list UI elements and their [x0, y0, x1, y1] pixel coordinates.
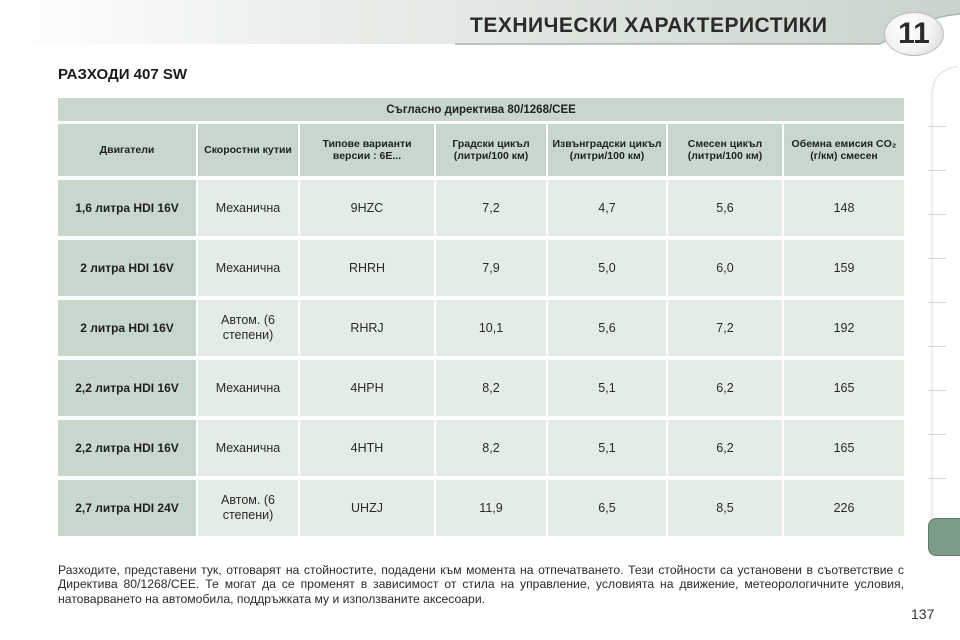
cell-variant: 4HTH	[300, 420, 436, 480]
table-row	[58, 360, 904, 420]
table-row	[58, 420, 904, 480]
cell-combined: 5,6	[668, 180, 784, 240]
cell-engine: 1,6 литра HDI 16V	[58, 180, 198, 240]
column-header-variant: Типове варианти версии : 6E...	[300, 124, 436, 180]
cell-engine: 2 литра HDI 16V	[58, 300, 198, 360]
table-row	[58, 480, 904, 540]
consumption-table	[58, 98, 904, 540]
cell-combined: 6,2	[668, 420, 784, 480]
chapter-title: ТЕХНИЧЕСКИ ХАРАКТЕРИСТИКИ	[470, 14, 828, 37]
side-tab-divider	[928, 478, 946, 479]
cell-urban: 8,2	[436, 420, 548, 480]
chapter-badge	[884, 12, 944, 56]
cell-co2: 192	[784, 300, 904, 360]
cell-extra-urban: 5,0	[548, 240, 668, 300]
table-row	[58, 240, 904, 300]
data-table	[58, 124, 904, 540]
column-header-combined: Смесен цикъл (литри/100 км)	[668, 124, 784, 180]
chapter-tab-active[interactable]	[928, 518, 960, 556]
cell-urban: 7,9	[436, 240, 548, 300]
side-tab-divider	[928, 346, 946, 347]
cell-co2: 226	[784, 480, 904, 540]
column-header-co2: Обемна емисия CO₂ (г/км) смесен	[784, 124, 904, 180]
cell-extra-urban: 6,5	[548, 480, 668, 540]
cell-extra-urban: 5,6	[548, 300, 668, 360]
cell-co2: 165	[784, 420, 904, 480]
cell-gearbox: Механична	[198, 240, 300, 300]
cell-co2: 165	[784, 360, 904, 420]
side-tab-divider	[928, 390, 946, 391]
cell-extra-urban: 5,1	[548, 420, 668, 480]
cell-extra-urban: 4,7	[548, 180, 668, 240]
cell-combined: 6,2	[668, 360, 784, 420]
side-tab-divider	[928, 302, 946, 303]
cell-gearbox: Механична	[198, 180, 300, 240]
table-header-row	[58, 124, 904, 180]
side-tab-strip	[928, 66, 960, 536]
column-header-urban: Градски цикъл (литри/100 км)	[436, 124, 548, 180]
column-header-engine: Двигатели	[58, 124, 198, 180]
cell-engine: 2 литра HDI 16V	[58, 240, 198, 300]
side-tab-divider	[928, 214, 946, 215]
cell-variant: RHRH	[300, 240, 436, 300]
cell-extra-urban: 5,1	[548, 360, 668, 420]
cell-combined: 8,5	[668, 480, 784, 540]
footnote-text: Разходите, представени тук, отговарят на стойностите, подадени към момента на отпечатването. Тези стойности са установени в съответствие с Директива 80/1268/CEE. Те могат да се променят в зависимост от стила на управление, условията на движение, метеорологичните условия, натоварването на автомобила, поддръжката му и използваните аксесоари.	[58, 563, 904, 606]
page-number: 137	[911, 606, 935, 622]
cell-urban: 10,1	[436, 300, 548, 360]
side-tab-divider	[928, 126, 946, 127]
cell-variant: 9HZC	[300, 180, 436, 240]
cell-urban: 11,9	[436, 480, 548, 540]
side-tab-divider	[928, 170, 946, 171]
cell-gearbox: Механична	[198, 420, 300, 480]
cell-co2: 159	[784, 240, 904, 300]
side-tab-divider	[928, 258, 946, 259]
cell-engine: 2,2 литра HDI 16V	[58, 360, 198, 420]
cell-urban: 8,2	[436, 360, 548, 420]
cell-engine: 2,2 литра HDI 16V	[58, 420, 198, 480]
cell-gearbox: Механична	[198, 360, 300, 420]
section-title: РАЗХОДИ 407 SW	[58, 66, 187, 83]
side-tab-divider	[928, 434, 946, 435]
table-body	[58, 180, 904, 540]
table-row	[58, 300, 904, 360]
cell-variant: UHZJ	[300, 480, 436, 540]
cell-combined: 6,0	[668, 240, 784, 300]
cell-combined: 7,2	[668, 300, 784, 360]
cell-gearbox: Автом. (6 степени)	[198, 480, 300, 540]
column-header-gearbox: Скоростни кутии	[198, 124, 300, 180]
cell-urban: 7,2	[436, 180, 548, 240]
chapter-number: 11	[898, 17, 930, 50]
cell-gearbox: Автом. (6 степени)	[198, 300, 300, 360]
cell-variant: 4HPH	[300, 360, 436, 420]
directive-header: Съгласно директива 80/1268/CEE	[58, 98, 904, 124]
cell-co2: 148	[784, 180, 904, 240]
cell-engine: 2,7 литра HDI 24V	[58, 480, 198, 540]
cell-variant: RHRJ	[300, 300, 436, 360]
column-header-extra-urban: Извънградски цикъл (литри/100 км)	[548, 124, 668, 180]
table-row	[58, 180, 904, 240]
